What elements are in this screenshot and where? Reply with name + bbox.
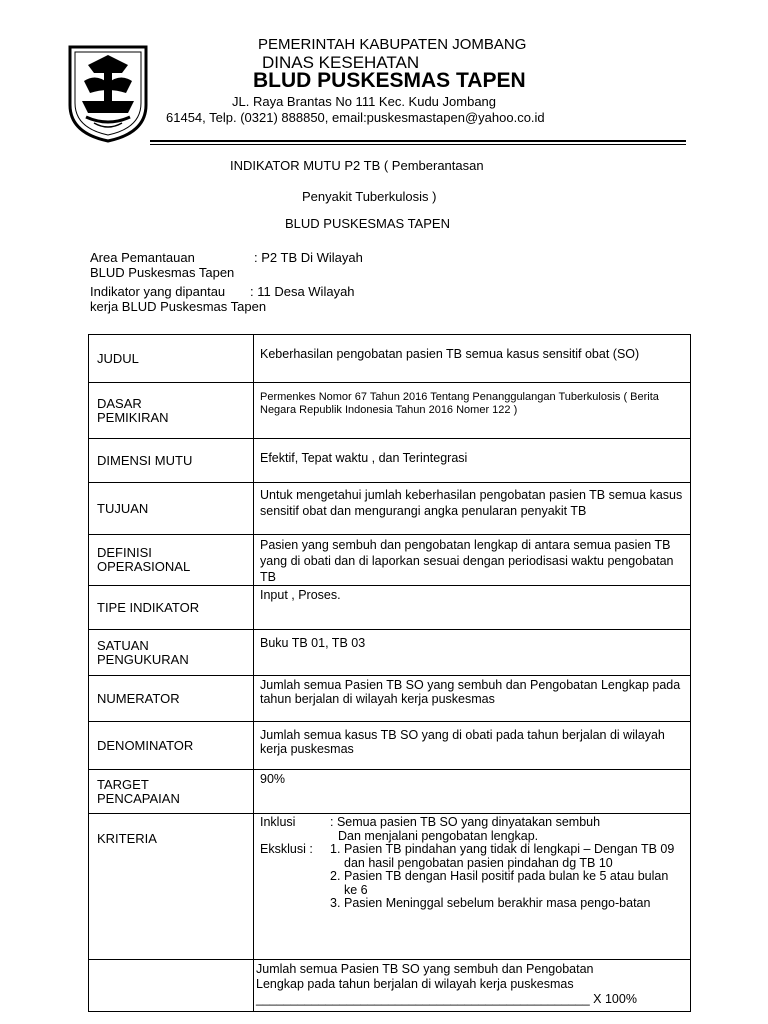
inklusi-label: Inklusi [260,815,296,829]
table-row [89,335,691,383]
row-value: 90% [254,770,691,814]
eksklusi-block [260,843,686,911]
row-value: Jumlah semua kasus TB SO yang di obati pada tahun berjalan di wilayah kerja puskesmas [254,722,691,770]
list-item: 2. Pasien TB dengan Hasil positif pada bulan ke 5 atau bulan ke 6 [330,869,669,897]
row-label: TUJUAN [89,483,254,535]
row-label: TARGET PENCAPAIAN [89,770,254,814]
row-value: Untuk mengetahui jumlah keberhasilan pengobatan pasien TB semua kasus sensitif obat dan mengurangi angka penularan penyakit TB [254,483,691,535]
letterhead-government: PEMERINTAH KABUPATEN JOMBANG [258,36,527,53]
table-row [89,676,691,722]
row-value: Input , Proses. [254,586,691,630]
table-row [89,630,691,676]
eksklusi-list [330,843,680,911]
inklusi-text: : Semua pasien TB SO yang dinyatakan sembuh [330,815,601,829]
row-label: TIPE INDIKATOR [89,586,254,630]
letterhead-contact: 61454, Telp. (0321) 888850, email:puskesmastapen@yahoo.co.id [166,110,545,125]
area-value: : P2 TB Di Wilayah [254,250,363,265]
row-value: Permenkes Nomor 67 Tahun 2016 Tentang Penanggulangan Tuberkulosis ( Berita Negara Republik Indonesia Tahun 2016 Nomer 122 ) [254,383,691,439]
row-label: KRITERIA [89,814,254,960]
indicator-value-cont: kerja BLUD Puskesmas Tapen [90,299,267,314]
table-row [89,535,691,586]
area-label: Area Pemantauan [90,250,195,265]
row-value: Keberhasilan pengobatan pasien TB semua kasus sensitif obat (SO) [254,335,691,383]
row-label: DEFINISI OPERASIONAL [89,535,254,586]
indicator-value: : 11 Desa Wilayah [250,284,355,299]
kriteria-content [254,814,691,960]
row-label: JUDUL [89,335,254,383]
formula-empty-cell [89,960,254,1012]
row-value: Efektif, Tepat waktu , dan Terintegrasi [254,439,691,483]
formula-line1: Jumlah semua Pasien TB SO yang sembuh dan Pengobatan [256,962,594,976]
letterhead-rule-thin [150,144,686,145]
district-emblem-logo [66,43,150,143]
list-item: 1. Pasien TB pindahan yang tidak di lengkapi – Dengan TB 09 dan hasil pengobatan pasien pindahan dg TB 10 [330,842,675,870]
table-row [89,483,691,535]
row-label: SATUAN PENGUKURAN [89,630,254,676]
row-value: Buku TB 01, TB 03 [254,630,691,676]
doc-title-line2: Penyakit Tuberkulosis ) [302,189,437,204]
indicator-label: Indikator yang dipantau [90,284,226,299]
row-label: DIMENSI MUTU [89,439,254,483]
area-value-cont: BLUD Puskesmas Tapen [90,265,235,280]
inklusi-line [260,816,686,830]
table-row-formula [89,960,691,1012]
eksklusi-label: Eksklusi : [260,842,313,856]
table-row [89,586,691,630]
row-label: DASAR PEMIKIRAN [89,383,254,439]
table-row [89,383,691,439]
letterhead-rule-thick [150,140,686,142]
row-value: Pasien yang sembuh dan pengobatan lengkap di antara semua pasien TB yang di obati dan di laporkan sesuai dengan periodisasi waktu pengobatan TB [254,535,691,586]
table-row [89,770,691,814]
row-label: NUMERATOR [89,676,254,722]
indicator-table [88,334,691,1012]
letterhead-address: JL. Raya Brantas No 111 Kec. Kudu Jombang [232,94,497,109]
letterhead-institution: BLUD PUSKESMAS TAPEN [253,69,526,92]
letterhead-department: DINAS KESEHATAN [262,53,420,72]
formula-content [254,960,691,1012]
table-row-kriteria [89,814,691,960]
doc-title-line1: INDIKATOR MUTU P2 TB ( Pemberantasan [230,158,484,173]
row-label: DENOMINATOR [89,722,254,770]
formula-line2: Lengkap pada tahun berjalan di wilayah kerja puskesmas [256,977,574,991]
inklusi-text-cont: Dan menjalani pengobatan lengkap. [338,828,539,843]
list-item: 3. Pasien Meninggal sebelum berakhir masa pengo-batan [330,896,651,910]
table-row [89,722,691,770]
table-row [89,439,691,483]
doc-title-line3: BLUD PUSKESMAS TAPEN [285,216,450,231]
formula-line3: ________________________________________________ X 100% [256,992,637,1006]
row-value: Jumlah semua Pasien TB SO yang sembuh dan Pengobatan Lengkap pada tahun berjalan di wilayah kerja puskesmas [254,676,691,722]
